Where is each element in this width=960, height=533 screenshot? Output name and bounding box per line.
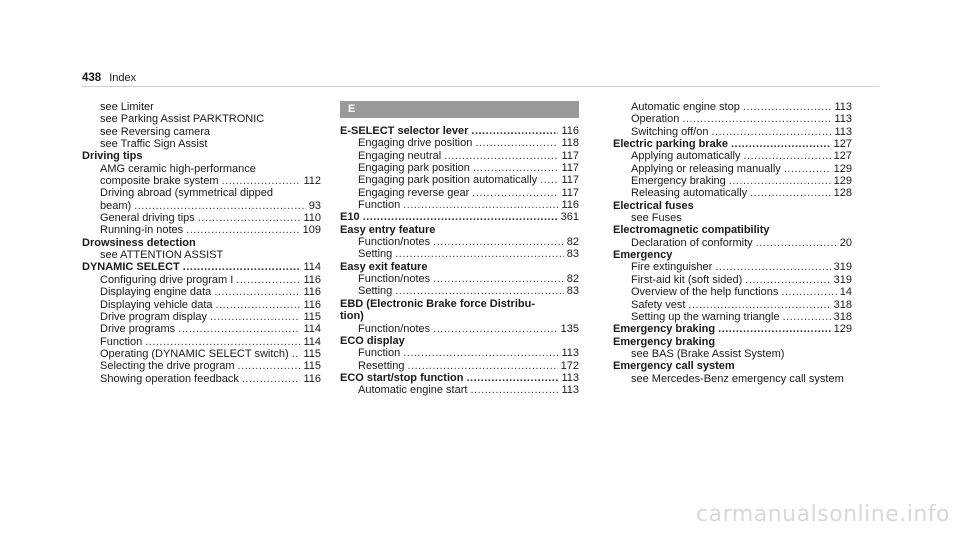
index-subentry-label: Applying automatically xyxy=(631,150,741,163)
dot-leader xyxy=(783,311,831,323)
index-subentry xyxy=(613,163,852,175)
page-reference: 318 xyxy=(833,298,852,311)
index-term-label: Electric parking brake xyxy=(613,138,728,151)
index-term-label: ECO display xyxy=(340,334,405,347)
index-subentry xyxy=(613,175,852,187)
index-term xyxy=(340,261,579,273)
index-subentry xyxy=(613,274,852,286)
index-subentry-label: Displaying engine data xyxy=(100,286,212,299)
dot-leader xyxy=(236,274,300,286)
index-subentry xyxy=(340,174,579,186)
dot-leader xyxy=(688,299,830,311)
index-subentry xyxy=(82,348,321,360)
page-reference: 83 xyxy=(566,248,579,261)
index-subentry-label: see Limiter xyxy=(100,101,154,113)
page-reference: 113 xyxy=(561,384,579,397)
dot-leader xyxy=(198,212,301,224)
index-subentry xyxy=(340,347,579,359)
page-reference: 82 xyxy=(566,273,579,286)
index-subentry-label: Engaging park position automatically xyxy=(358,174,538,187)
index-subentry-label: General driving tips xyxy=(100,212,195,225)
index-subentry-label: Engaging reverse gear xyxy=(358,186,470,199)
page-reference: 113 xyxy=(834,125,852,138)
index-subentry-label: Engaging drive position xyxy=(358,137,473,150)
page-reference: 117 xyxy=(561,186,579,199)
index-subentry-label: Displaying vehicle data xyxy=(100,298,213,311)
index-subentry-label: Safety vest xyxy=(631,298,686,311)
page-reference: 93 xyxy=(308,199,321,212)
index-term xyxy=(613,249,852,261)
index-term xyxy=(340,310,579,322)
index-term-label: E-SELECT selector lever xyxy=(340,125,469,137)
index-subentry xyxy=(82,126,321,138)
page-reference: 113 xyxy=(834,113,852,126)
index-subentry-label: Applying or releasing manually xyxy=(631,162,781,175)
index-subentry xyxy=(82,360,321,372)
index-subentry xyxy=(82,274,321,286)
index-subentry-label: Selecting the drive program xyxy=(100,360,235,373)
index-term-label: Emergency call system xyxy=(613,360,735,373)
dot-leader xyxy=(781,286,836,298)
index-subentry xyxy=(613,237,852,249)
dot-leader xyxy=(473,162,559,174)
page-reference: 14 xyxy=(839,286,852,299)
page-reference: 110 xyxy=(303,212,321,225)
page-reference: 113 xyxy=(834,101,852,113)
page-reference: 129 xyxy=(833,175,852,188)
dot-leader xyxy=(242,373,301,385)
index-subentry xyxy=(613,150,852,162)
index-subentry xyxy=(82,113,321,125)
index-subentry xyxy=(340,360,579,372)
index-subentry xyxy=(613,187,852,199)
page-reference: 116 xyxy=(303,372,321,385)
index-subentry xyxy=(82,175,321,187)
dot-leader xyxy=(214,286,300,298)
page-reference: 113 xyxy=(561,347,579,360)
index-subentry-label: Operating (DYNAMIC SELECT switch) xyxy=(100,347,289,360)
index-term-label: DYNAMIC SELECT xyxy=(82,261,180,274)
index-subentry xyxy=(340,137,579,149)
dot-leader xyxy=(186,224,299,236)
index-subentry xyxy=(82,249,321,261)
index-subentry xyxy=(82,187,321,199)
index-subentry-label: Function/notes xyxy=(358,322,431,335)
dot-leader xyxy=(743,101,832,113)
index-subentry-label: beam) xyxy=(100,199,132,212)
index-subentry-label: Function xyxy=(358,347,401,360)
index-subentry xyxy=(613,126,852,138)
index-term xyxy=(340,125,579,137)
dot-leader xyxy=(407,360,557,372)
index-term-label: Easy entry feature xyxy=(340,223,436,236)
index-column-2-entries xyxy=(340,125,579,397)
page-reference: 116 xyxy=(303,286,321,299)
index-subentry-label: see Fuses xyxy=(631,212,682,225)
page-reference: 116 xyxy=(561,199,579,212)
index-term xyxy=(613,200,852,212)
section-title: Index xyxy=(109,72,137,84)
index-subentry-label: Driving abroad (symmetrical dipped xyxy=(100,187,274,200)
index-subentry-label: AMG ceramic high-performance xyxy=(100,162,256,175)
index-subentry-label: Emergency braking xyxy=(631,175,726,188)
dot-leader xyxy=(784,163,831,175)
page-reference: 112 xyxy=(303,175,321,188)
index-subentry-label: see Mercedes-Benz emergency call system xyxy=(631,372,844,385)
dot-leader xyxy=(745,274,830,286)
index-subentry xyxy=(340,384,579,396)
index-subentry-label: First-aid kit (soft sided) xyxy=(631,273,743,286)
page-reference: 115 xyxy=(303,347,321,360)
dot-leader xyxy=(444,150,558,162)
index-subentry-label: Automatic engine stop xyxy=(631,101,740,113)
page-reference: 172 xyxy=(560,359,579,372)
page-reference: 117 xyxy=(561,162,579,175)
index-subentry-label: Function xyxy=(100,335,143,348)
index-subentry-label: Overview of the help functions xyxy=(631,286,779,299)
index-subentry-label: Declaration of conformity xyxy=(631,236,753,249)
page-reference: 116 xyxy=(303,298,321,311)
index-term xyxy=(340,224,579,236)
index-term-label: Driving tips xyxy=(82,150,143,163)
page-reference: 318 xyxy=(833,310,852,323)
index-subentry xyxy=(613,348,852,360)
dot-leader xyxy=(395,248,564,260)
watermark: carmanualsonline.info xyxy=(696,502,950,527)
index-term xyxy=(82,237,321,249)
page-number: 438 xyxy=(82,72,102,84)
index-subentry xyxy=(613,261,852,273)
index-term xyxy=(613,224,852,236)
dot-leader xyxy=(238,360,301,372)
page-reference: 114 xyxy=(303,323,321,336)
dot-leader xyxy=(216,299,301,311)
dot-leader xyxy=(433,236,564,248)
dot-leader xyxy=(750,187,830,199)
dot-leader xyxy=(471,125,558,137)
index-subentry xyxy=(340,150,579,162)
dot-leader xyxy=(718,323,831,335)
index-subentry-label: Running-in notes xyxy=(100,224,184,237)
index-subentry-label: Resetting xyxy=(358,359,405,372)
page-reference: 361 xyxy=(560,211,579,224)
index-subentry-label: Function xyxy=(358,199,401,212)
page-reference: 114 xyxy=(303,335,321,348)
page-reference: 113 xyxy=(561,371,579,384)
page-reference: 127 xyxy=(833,138,852,151)
index-subentry xyxy=(82,163,321,175)
page-reference: 82 xyxy=(566,236,579,249)
page-reference: 319 xyxy=(833,261,852,274)
index-subentry xyxy=(82,336,321,348)
dot-leader xyxy=(475,137,558,149)
index-term-label: Emergency xyxy=(613,249,673,262)
page-header xyxy=(82,72,136,86)
page-reference: 135 xyxy=(560,322,579,335)
page-reference: 129 xyxy=(833,323,852,336)
index-term-label: Electrical fuses xyxy=(613,199,694,212)
index-subentry xyxy=(613,286,852,298)
index-subentry-label: Drive program display xyxy=(100,310,207,323)
index-subentry-label: Function/notes xyxy=(358,236,431,249)
dot-leader xyxy=(682,113,831,125)
index-subentry xyxy=(613,101,852,113)
page-reference: 129 xyxy=(833,162,852,175)
index-term xyxy=(613,323,852,335)
index-subentry xyxy=(613,373,852,385)
page-reference: 128 xyxy=(833,187,852,200)
index-term xyxy=(340,372,579,384)
dot-leader xyxy=(715,261,830,273)
index-term xyxy=(613,138,852,150)
index-term xyxy=(82,150,321,162)
dot-leader xyxy=(183,261,301,273)
page-reference: 109 xyxy=(302,224,321,237)
page-reference: 116 xyxy=(303,273,321,286)
page-reference: 114 xyxy=(303,261,321,274)
dot-leader xyxy=(731,138,831,150)
index-subentry xyxy=(82,323,321,335)
dot-leader xyxy=(466,372,558,384)
page-reference: 115 xyxy=(303,360,321,373)
dot-leader xyxy=(433,273,564,285)
index-subentry xyxy=(340,236,579,248)
dot-leader xyxy=(292,348,301,360)
index-subentry xyxy=(82,373,321,385)
index-subentry xyxy=(82,311,321,323)
index-term xyxy=(340,211,579,223)
page-reference: 20 xyxy=(839,236,852,249)
index-term-label: Drowsiness detection xyxy=(82,236,196,249)
index-subentry xyxy=(82,212,321,224)
index-subentry-label: Drive programs xyxy=(100,323,176,336)
index-term xyxy=(340,298,579,310)
index-subentry xyxy=(613,311,852,323)
index-subentry xyxy=(613,113,852,125)
page-reference: 118 xyxy=(561,137,579,150)
dot-leader xyxy=(756,237,837,249)
index-column-2 xyxy=(340,101,579,397)
index-term-label: Emergency braking xyxy=(613,335,716,348)
index-subentry-label: Showing operation feedback xyxy=(100,372,239,385)
dot-leader xyxy=(145,336,300,348)
index-subentry-label: Automatic engine start xyxy=(358,384,468,397)
index-subentry xyxy=(340,199,579,211)
dot-leader xyxy=(134,200,306,212)
page-reference: 115 xyxy=(303,310,321,323)
index-subentry xyxy=(340,248,579,260)
dot-leader xyxy=(743,150,830,162)
page-reference: 116 xyxy=(561,125,579,137)
dot-leader xyxy=(403,199,558,211)
index-subentry-label: see Traffic Sign Assist xyxy=(100,138,208,151)
index-subentry-label: see BAS (Brake Assist System) xyxy=(631,347,785,360)
index-subentry xyxy=(340,323,579,335)
index-column-3 xyxy=(613,101,852,385)
letter-heading-e: E xyxy=(340,101,579,118)
index-subentry xyxy=(340,273,579,285)
index-subentry-label: see ATTENTION ASSIST xyxy=(100,249,224,262)
index-term-label: E10 xyxy=(340,211,360,224)
index-term-label: EBD (Electronic Brake force Distribu- xyxy=(340,297,535,310)
index-term xyxy=(82,261,321,273)
page-reference: 117 xyxy=(561,149,579,162)
index-subentry-label: composite brake system xyxy=(100,175,219,188)
index-subentry-label: Setting xyxy=(358,285,393,298)
index-subentry xyxy=(82,299,321,311)
index-term-label: Easy exit feature xyxy=(340,260,428,273)
index-subentry-label: see Parking Assist PARKTRONIC xyxy=(100,113,265,126)
dot-leader xyxy=(540,174,558,186)
index-term-label: Emergency braking xyxy=(613,323,716,336)
index-subentry xyxy=(82,224,321,236)
index-term-label: ECO start/stop function xyxy=(340,371,464,384)
dot-leader xyxy=(433,323,557,335)
index-subentry-label: Engaging park position xyxy=(358,162,470,175)
index-term-label: tion) xyxy=(340,310,364,323)
index-subentry xyxy=(82,101,321,113)
index-term xyxy=(613,360,852,372)
index-term xyxy=(340,335,579,347)
page-reference: 319 xyxy=(833,273,852,286)
index-subentry xyxy=(340,187,579,199)
index-subentry xyxy=(340,162,579,174)
index-subentry xyxy=(82,138,321,150)
index-subentry-label: Operation xyxy=(631,113,680,126)
index-subentry-label: Releasing automatically xyxy=(631,187,748,200)
index-subentry xyxy=(82,200,321,212)
dot-leader xyxy=(472,187,558,199)
index-subentry-label: Fire extinguisher xyxy=(631,261,713,274)
page-reference: 127 xyxy=(833,150,852,163)
header-divider xyxy=(82,86,879,87)
index-subentry-label: Configuring drive program I xyxy=(100,273,234,286)
index-subentry xyxy=(613,212,852,224)
index-term xyxy=(613,336,852,348)
dot-leader xyxy=(395,285,564,297)
dot-leader xyxy=(210,311,300,323)
page-reference: 117 xyxy=(561,174,579,187)
index-subentry xyxy=(82,286,321,298)
dot-leader xyxy=(711,126,831,138)
index-subentry-label: Setting up the warning triangle xyxy=(631,310,780,323)
page-reference: 83 xyxy=(566,285,579,298)
index-subentry-label: Setting xyxy=(358,248,393,261)
dot-leader xyxy=(729,175,831,187)
index-subentry xyxy=(340,285,579,297)
dot-leader xyxy=(222,175,301,187)
index-subentry xyxy=(613,299,852,311)
dot-leader xyxy=(470,384,558,396)
dot-leader xyxy=(178,323,300,335)
index-subentry-label: Function/notes xyxy=(358,273,431,286)
index-subentry-label: see Reversing camera xyxy=(100,125,211,138)
index-subentry-label: Engaging neutral xyxy=(358,149,442,162)
index-subentry-label: Switching off/on xyxy=(631,125,709,138)
index-column-1 xyxy=(82,101,321,385)
index-term-label: Electromagnetic compatibility xyxy=(613,224,770,237)
dot-leader xyxy=(403,347,558,359)
dot-leader xyxy=(363,211,558,223)
